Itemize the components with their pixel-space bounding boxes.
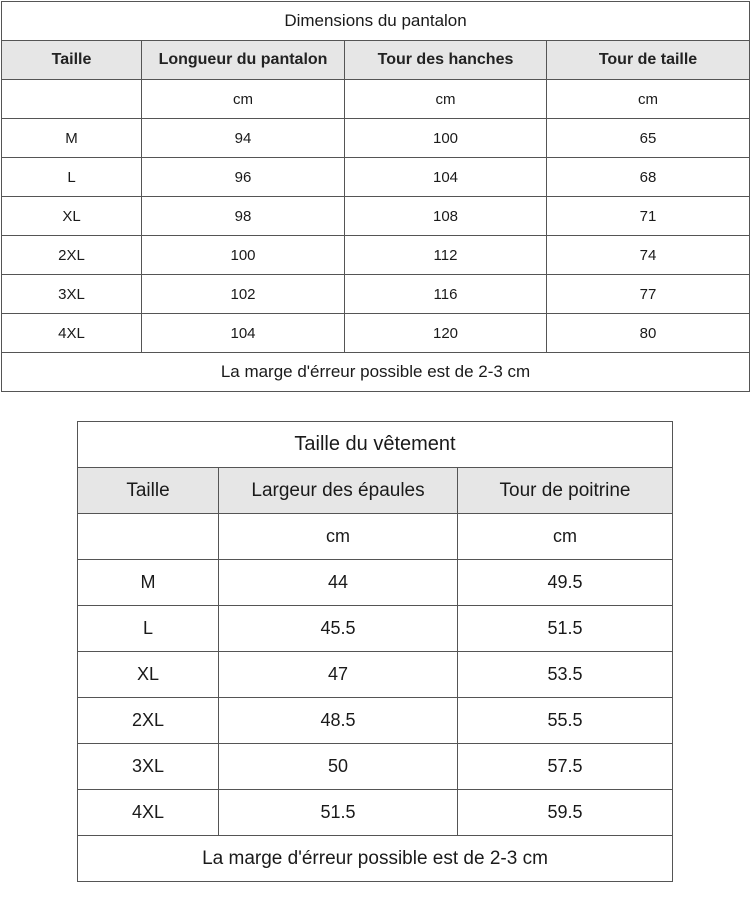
value-cell: 100 bbox=[345, 119, 547, 158]
header-size: Taille bbox=[78, 468, 219, 514]
table-row bbox=[2, 197, 750, 236]
value-cell: 71 bbox=[547, 197, 750, 236]
table-row bbox=[78, 560, 673, 606]
pants-table-title: Dimensions du pantalon bbox=[2, 2, 750, 41]
size-cell: M bbox=[2, 119, 142, 158]
value-cell: 116 bbox=[345, 275, 547, 314]
size-cell: 2XL bbox=[78, 698, 219, 744]
value-cell: 104 bbox=[345, 158, 547, 197]
tolerance-note: La marge d'érreur possible est de 2-3 cm bbox=[78, 836, 673, 882]
size-cell: L bbox=[78, 606, 219, 652]
pants-size-table bbox=[1, 1, 750, 392]
value-cell: 102 bbox=[142, 275, 345, 314]
value-cell: 108 bbox=[345, 197, 547, 236]
value-cell: 94 bbox=[142, 119, 345, 158]
top-note-row bbox=[78, 836, 673, 882]
unit-cell bbox=[78, 514, 219, 560]
unit-cell: cm bbox=[547, 80, 750, 119]
pants-header-row bbox=[2, 41, 750, 80]
header-chest: Tour de poitrine bbox=[458, 468, 673, 514]
value-cell: 45.5 bbox=[219, 606, 458, 652]
value-cell: 55.5 bbox=[458, 698, 673, 744]
header-waist: Tour de taille bbox=[547, 41, 750, 80]
table-row bbox=[78, 652, 673, 698]
pants-note-row bbox=[2, 353, 750, 392]
size-cell: XL bbox=[2, 197, 142, 236]
value-cell: 49.5 bbox=[458, 560, 673, 606]
value-cell: 65 bbox=[547, 119, 750, 158]
top-header-row bbox=[78, 468, 673, 514]
pants-title-row bbox=[2, 2, 750, 41]
size-cell: 4XL bbox=[2, 314, 142, 353]
size-cell: 4XL bbox=[78, 790, 219, 836]
value-cell: 96 bbox=[142, 158, 345, 197]
value-cell: 47 bbox=[219, 652, 458, 698]
value-cell: 98 bbox=[142, 197, 345, 236]
top-table-title: Taille du vêtement bbox=[78, 422, 673, 468]
value-cell: 104 bbox=[142, 314, 345, 353]
value-cell: 112 bbox=[345, 236, 547, 275]
top-title-row bbox=[78, 422, 673, 468]
table-row bbox=[78, 790, 673, 836]
value-cell: 57.5 bbox=[458, 744, 673, 790]
size-cell: XL bbox=[78, 652, 219, 698]
table-row bbox=[78, 698, 673, 744]
value-cell: 100 bbox=[142, 236, 345, 275]
size-cell: M bbox=[78, 560, 219, 606]
table-row bbox=[2, 158, 750, 197]
value-cell: 53.5 bbox=[458, 652, 673, 698]
unit-cell: cm bbox=[142, 80, 345, 119]
table-row bbox=[2, 236, 750, 275]
size-cell: L bbox=[2, 158, 142, 197]
top-size-table bbox=[77, 421, 673, 882]
value-cell: 59.5 bbox=[458, 790, 673, 836]
value-cell: 50 bbox=[219, 744, 458, 790]
table-row bbox=[78, 606, 673, 652]
unit-cell: cm bbox=[458, 514, 673, 560]
unit-cell: cm bbox=[345, 80, 547, 119]
unit-cell bbox=[2, 80, 142, 119]
value-cell: 68 bbox=[547, 158, 750, 197]
value-cell: 80 bbox=[547, 314, 750, 353]
header-shoulder-width: Largeur des épaules bbox=[219, 468, 458, 514]
header-pants-length: Longueur du pantalon bbox=[142, 41, 345, 80]
value-cell: 44 bbox=[219, 560, 458, 606]
size-cell: 3XL bbox=[78, 744, 219, 790]
value-cell: 51.5 bbox=[458, 606, 673, 652]
table-row bbox=[2, 314, 750, 353]
size-cell: 2XL bbox=[2, 236, 142, 275]
value-cell: 77 bbox=[547, 275, 750, 314]
value-cell: 120 bbox=[345, 314, 547, 353]
header-size: Taille bbox=[2, 41, 142, 80]
value-cell: 48.5 bbox=[219, 698, 458, 744]
unit-cell: cm bbox=[219, 514, 458, 560]
header-hip: Tour des hanches bbox=[345, 41, 547, 80]
value-cell: 51.5 bbox=[219, 790, 458, 836]
table-row bbox=[2, 119, 750, 158]
top-unit-row bbox=[78, 514, 673, 560]
value-cell: 74 bbox=[547, 236, 750, 275]
pants-unit-row bbox=[2, 80, 750, 119]
table-row bbox=[2, 275, 750, 314]
tolerance-note: La marge d'érreur possible est de 2-3 cm bbox=[2, 353, 750, 392]
size-cell: 3XL bbox=[2, 275, 142, 314]
table-row bbox=[78, 744, 673, 790]
